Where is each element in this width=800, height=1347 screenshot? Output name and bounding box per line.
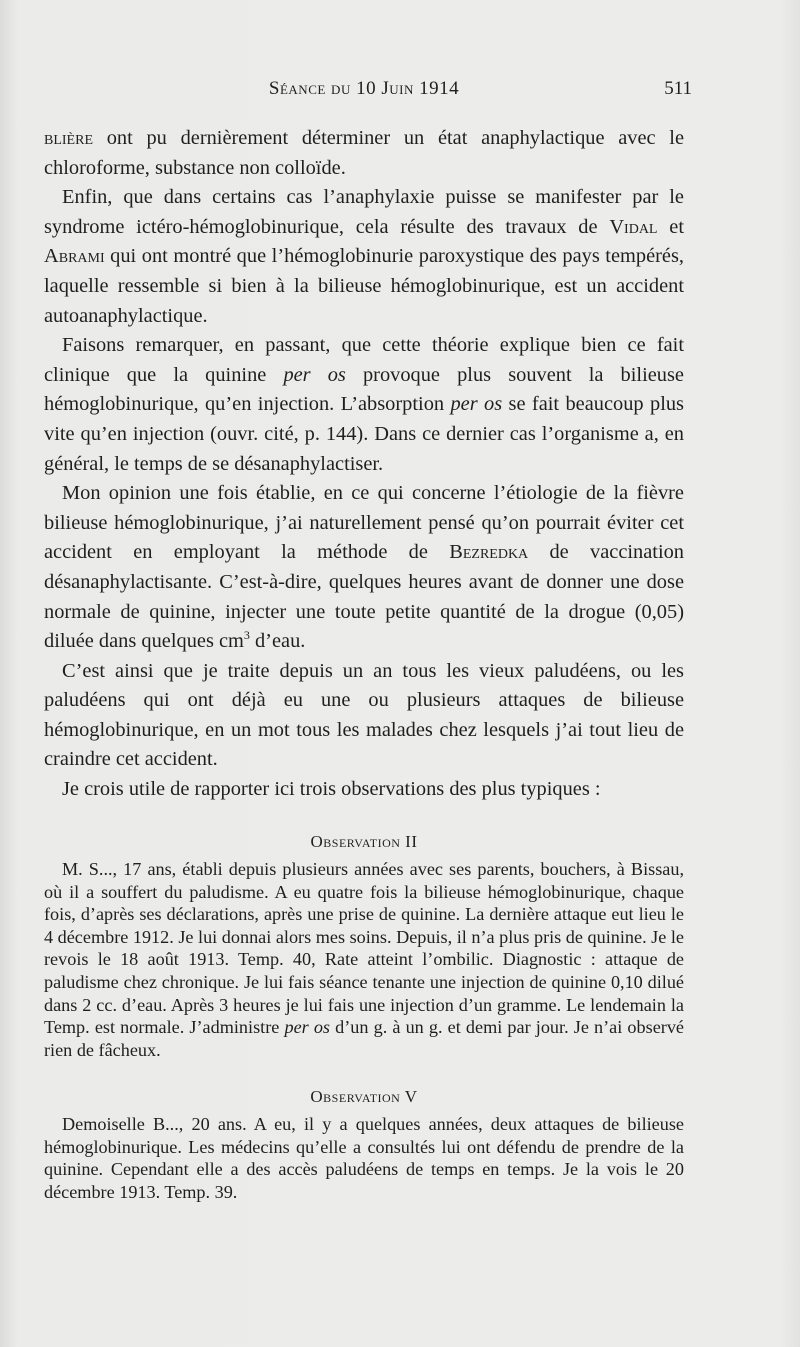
page-header xyxy=(44,78,692,108)
superscript: 3 xyxy=(243,628,250,643)
observation-2-text-a: M. S..., 17 ans, établi depuis plusieurs années avec ses parents, bouchers, à Bissau, où il a souffert du paludisme. A eu quatre fois la bilieuse hémoglobinurique, chaque fois, d’après ses déclarations, après une prise de quinine. La dernière attaque eut lieu le 4 décembre 1912. Je lui donnai alors mes soins. Depuis, il n’a plus pris de quinine. Je le revois le 18 août 1913. Temp. 40, Rate atteint l’ombilic. Diagnostic : attaque de paludisme chez chronique. Je lui fais séance tenante une injection de quinine 0,10 dilué dans 2 cc. d’eau. Après 3 heures je lui fais une injection d’un gramme. Le lendemain la Temp. est normale. J’administre xyxy=(44,859,684,1038)
observation-5-paragraph: Demoiselle B..., 20 ans. A eu, il y a quelques années, deux attaques de bilieuse hémoglobinurique. Les médecins qu’elle a consultés lui ont défendu de prendre de la quinine. Cependant elle a des accès paludéens de temps en temps. Je la vois le 20 décembre 1913. Temp. 39. xyxy=(44,1114,684,1202)
author-abrami: Abrami xyxy=(44,245,105,268)
paragraph-4-text-a: Mon opinion une fois établie, en ce qui concerne l’étiologie de la fièvre bilieuse hémoglobinurique, j’ai naturellement pensé qu’on pourrait éviter cet accident en employant la méthode de xyxy=(44,482,684,564)
main-text xyxy=(44,124,684,805)
italic-per-os: per os xyxy=(283,363,346,386)
observation-2-paragraph xyxy=(44,858,684,1061)
paragraph-4 xyxy=(44,479,684,657)
observation-5-heading: Observation V xyxy=(310,1087,418,1106)
author-bezredka: Bezredka xyxy=(449,541,529,564)
paragraph-5: C’est ainsi que je traite depuis un an tous les vieux paludéens, ou les paludéens qui ont déjà eu une ou plusieurs attaques de bilieuse hémoglobinurique, en un mot tous les malades chez lesquels j’ai tout lieu de craindre cet accident. xyxy=(44,659,684,771)
paragraph-3-text-c: se fait beaucoup plus vite qu’en injection (ouvr. cité, p. 144). Dans ce dernier cas l’organisme a, en général, le temps de se désanaphylactiser. xyxy=(44,393,684,475)
paragraph-4-text-c: d’eau. xyxy=(249,630,306,653)
page-number: 511 xyxy=(664,78,692,99)
paragraph-1 xyxy=(44,124,684,183)
observation-2-heading: Observation II xyxy=(310,832,418,851)
paragraph-2 xyxy=(44,183,684,331)
author-name: blière xyxy=(44,127,93,149)
paragraph-3-text-b: provoque plus souvent la bilieuse hémoglobinurique, qu’en injection. L’absorption xyxy=(44,363,684,416)
paragraph-3 xyxy=(44,331,684,479)
paragraph-6: Je crois utile de rapporter ici trois observations des plus typiques : xyxy=(62,778,601,801)
author-vidal: Vidal xyxy=(609,215,658,238)
observation-2-text-b: d’un g. à un g. et demi par jour. Je n’ai observé rien de fâcheux. xyxy=(44,1017,684,1060)
paragraph-2-text-b: et xyxy=(657,215,684,238)
paragraph-4-text-b: de vaccination désanaphylactisante. C’est-à-dire, quelques heures avant de donner une dose normale de quinine, injecter une toute petite quantité de la drogue (0,05) diluée dans quelques cm xyxy=(44,541,684,653)
paragraph-2-text-a: Enfin, que dans certains cas l’anaphylaxie puisse se manifester par le syndrome ictéro-hémoglobinurique, cela résulte des travaux de xyxy=(44,186,684,238)
observation-2-text xyxy=(44,858,684,1061)
running-title: Séance du 10 Juin 1914 xyxy=(268,78,460,99)
italic-per-os: per os xyxy=(284,1017,331,1038)
paragraph-3-text-a: Faisons remarquer, en passant, que cette théorie explique bien ce fait clinique que la quinine xyxy=(44,334,684,386)
paragraph-2-text-c: qui ont montré que l’hémoglobinurie paroxystique des pays tempérés, laquelle ressemble si bien à la bilieuse hémoglobinurique, est un accident autoanaphylactique. xyxy=(44,245,684,327)
observation-5-text xyxy=(44,1113,684,1203)
paragraph-1-text: ont pu dernièrement déterminer un état anaphylactique avec le chloroforme, substance non colloïde. xyxy=(44,127,684,179)
italic-per-os: per os xyxy=(450,393,503,416)
